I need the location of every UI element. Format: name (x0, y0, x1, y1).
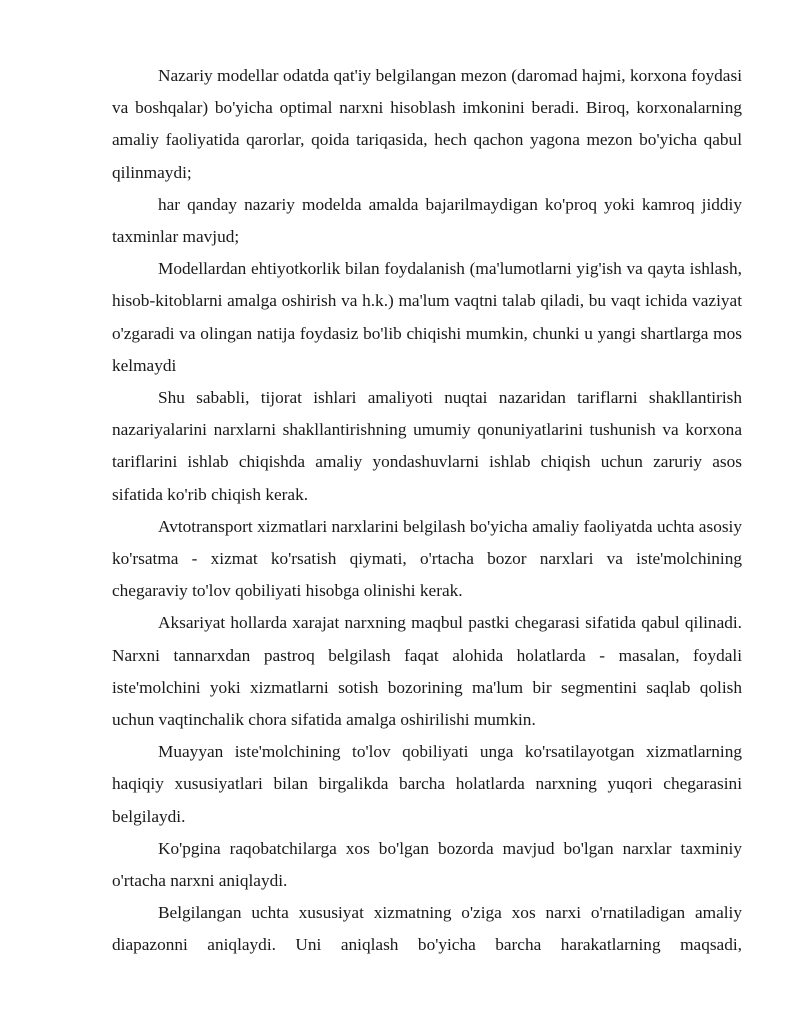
paragraph-2: har qanday nazariy modelda amalda bajarilmaydigan ko'proq yoki kamroq jiddiy taxminlar mavjud; (112, 194, 742, 247)
document-page (112, 60, 742, 962)
paragraph-8: Ko'pgina raqobatchilarga xos bo'lgan bozorda mavjud bo'lgan narxlar taxminiy o'rtacha narxni aniqlaydi. (112, 838, 742, 891)
paragraph-5: Avtotransport xizmatlari narxlarini belgilash bo'yicha amaliy faoliyatda uchta asosiy ko'rsatma - xizmat ko'rsatish qiymati, o'rtacha bozor narxlari va iste'molchining chegaraviy to'lov qobiliyati hisobga olinishi kerak. (112, 516, 742, 601)
paragraph-6: Aksariyat hollarda xarajat narxning maqbul pastki chegarasi sifatida qabul qilinadi. Narxni tannarxdan pastroq belgilash faqat alohida holatlarda - masalan, foydali iste'molchini yoki xizmatlarni sotish bozorining ma'lum bir segmentini saqlab qolish uchun vaqtinchalik chora sifatida amalga oshirilishi mumkin. (112, 613, 742, 730)
paragraph-9: Belgilangan uchta xususiyat xizmatning o'ziga xos narxi o'rnatiladigan amaliy diapazonni aniqlaydi. Uni aniqlash bo'yicha barcha harakatlarning maqsadi, (112, 903, 742, 955)
paragraph-1: Nazariy modellar odatda qat'iy belgilangan mezon (daromad hajmi, korxona foydasi va boshqalar) bo'yicha optimal narxni hisoblash imkonini beradi. Biroq, korxonalarning amaliy faoliyatida qarorlar, qoida tariqasida, hech qachon yagona mezon bo'yicha qabul qilinmaydi; (112, 66, 742, 182)
paragraph-4: Shu sababli, tijorat ishlari amaliyoti nuqtai nazaridan tariflarni shakllantirish nazariyalarini narxlarni shakllantirishning umumiy qonuniyatlarini tushunish va korxona tariflarini ishlab chiqishda amaliy yondashuvlarni ishlab chiqish uchun zaruriy asos sifatida ko'rib chiqish kerak. (112, 388, 742, 504)
paragraph-7: Muayyan iste'molchining to'lov qobiliyati unga ko'rsatilayotgan xizmatlarning haqiqiy xususiyatlari bilan birgalikda barcha holatlarda narxning yuqori chegarasini belgilaydi. (112, 742, 742, 826)
paragraph-3: Modellardan ehtiyotkorlik bilan foydalanish (ma'lumotlarni yig'ish va qayta ishlash, hisob-kitoblarni amalga oshirish va h.k.) ma'lum vaqtni talab qiladi, bu vaqt ichida vaziyat o'zgaradi va olingan natija foydasiz bo'lib chiqishi mumkin, chunki u yangi shartlarga mos kelmaydi (112, 259, 742, 375)
